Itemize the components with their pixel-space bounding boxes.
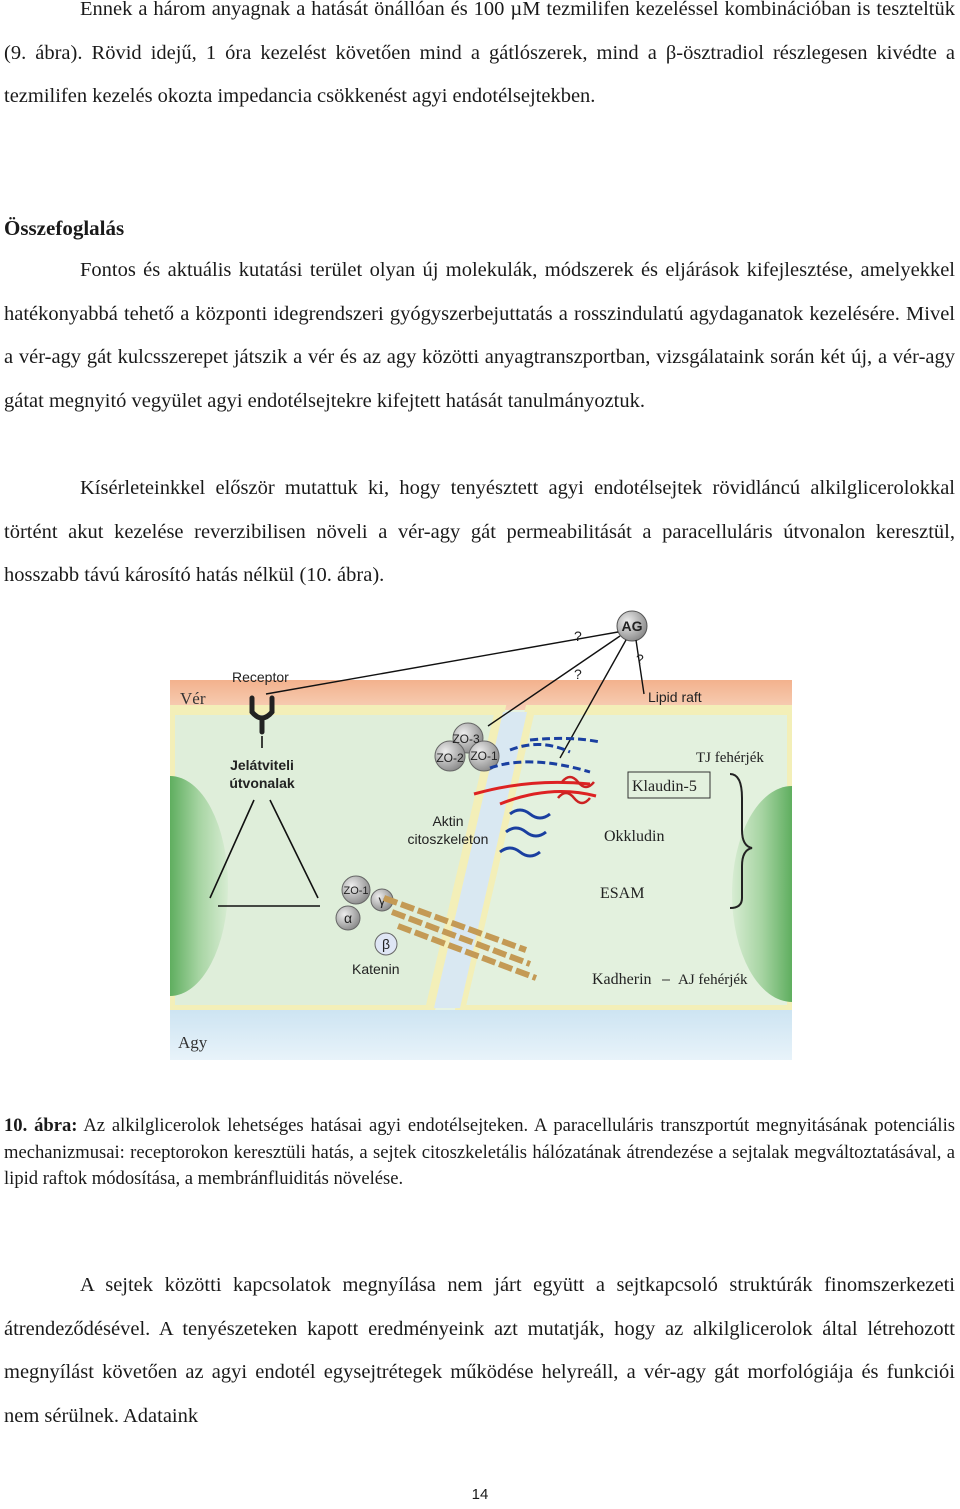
label-ver: Vér xyxy=(180,689,206,708)
label-aktin-2: citoszkeleton xyxy=(407,831,489,847)
question-mark-3: ? xyxy=(636,651,644,667)
section-heading: Összefoglalás xyxy=(4,216,125,240)
brain-region xyxy=(170,1010,792,1060)
paragraph-3: Kísérleteinkkel először mutattuk ki, hogy tenyésztett agyi endotélsejtek rövidláncú alkilglicerolokkal történt akut kezelése reverzibilisen növeli a vér-agy gát permeabilitását a paracelluláris útvonalon keresztül, hosszabb távú károsító hatás nélkül (10. ábra). xyxy=(4,477,955,587)
paragraph-4: A sejtek közötti kapcsolatok megnyílása nem járt együtt a sejtkapcsoló struktúrák finomszerkezeti átrendeződésével. A tenyészeteken kapott eredményeink azt mutatják, hogy az alkilglicerolok által létrehozott megnyílást követően az agyi endotél egysejtrétegek működése helyreáll, a vér-agy gát morfológiája és funkciói nem sérülnek. Adataink xyxy=(4,1274,955,1427)
label-zo1: ZO-1 xyxy=(470,749,498,763)
label-okkludin: Okkludin xyxy=(604,828,665,845)
label-receptor: Receptor xyxy=(232,669,289,685)
paragraph-2: Fontos és aktuális kutatási terület olyan új molekulák, módszerek és eljárások kifejlesztése, amelyekkel hatékonyabbá tehető a központi idegrendszeri gyógyszerbejuttatás a rosszindulatú agydaganatok kezelésére. Mivel a vér-agy gát kulcsszerepet játszik a vér és az agy közötti anyagtranszportban, vizsgálataink során két új, a vér-agy gátat megnyitó vegyület agyi endotélsejtekre kifejtett hatását tanulmányoztuk. xyxy=(4,259,955,412)
label-ag: AG xyxy=(621,618,643,634)
label-aj: AJ fehérjék xyxy=(678,972,748,988)
question-mark-2: ? xyxy=(574,666,582,682)
page-number: 14 xyxy=(471,1486,489,1503)
label-signaling-1: Jelátviteli xyxy=(230,757,294,773)
label-aktin-1: Aktin xyxy=(432,813,464,829)
caption-label: 10. ábra: xyxy=(4,1115,78,1136)
paragraph-1: Ennek a három anyagnak a hatását önállóan és 100 µM tezmilifen kezeléssel kombinációban is teszteltük (9. ábra). Rövid idejű, 1 óra kezelést követően mind a gátlószerek, mind a β-ösztradiol részlegesen kivédte a tezmilifen kezelés okozta impedancia csökkenést agyi endotélsejtekben. xyxy=(4,0,955,108)
label-kadherin: Kadherin xyxy=(592,971,652,988)
label-gamma: γ xyxy=(378,892,386,908)
caption-title: Az alkilglicerolok lehetséges hatásai agyi endotélsejteken. xyxy=(77,1115,529,1136)
figure-10 xyxy=(170,608,792,1060)
caption-text: A paracelluláris transzportút megnyitásának potenciális mechanizmusai: receptorokon keresztüli hatás, a sejtek citoszkeletális hálózatának átrendezése a sejtalak megváltoztatásával, a lipid raftok módosítása, a membránfluiditás növelése. xyxy=(4,1115,955,1189)
figure-caption xyxy=(4,1113,955,1193)
label-agy: Agy xyxy=(178,1033,208,1052)
label-beta: β xyxy=(381,936,391,952)
label-zo1-catenin: ZO-1 xyxy=(343,885,369,897)
label-katenin: Katenin xyxy=(352,961,400,977)
label-lipid-raft: Lipid raft xyxy=(648,689,702,705)
bbb-diagram xyxy=(170,608,792,1060)
question-mark-1: ? xyxy=(574,628,582,644)
label-tj: TJ fehérjék xyxy=(696,750,764,766)
label-klaudin: Klaudin-5 xyxy=(632,778,697,795)
label-zo2: ZO-2 xyxy=(436,751,464,765)
label-alpha: α xyxy=(343,910,353,926)
label-esam: ESAM xyxy=(600,885,645,902)
label-zo3: ZO-3 xyxy=(452,732,480,746)
label-signaling-2: útvonalak xyxy=(229,775,295,791)
